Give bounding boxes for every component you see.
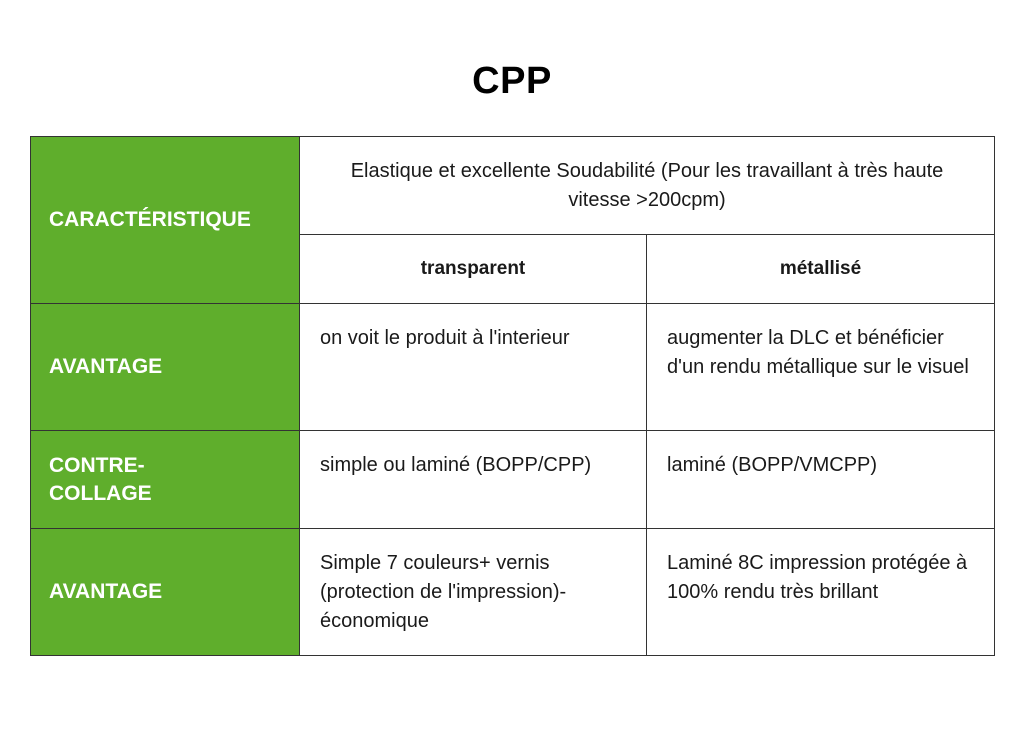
row-header-label: CARACTÉRISTIQUE	[49, 208, 251, 231]
row-header-avantage	[31, 304, 300, 431]
cell-contre-collage-transparent: simple ou laminé (BOPP/CPP)	[300, 431, 647, 529]
page-title: CPP	[472, 60, 552, 102]
row-header-label: CONTRE-COLLAGE	[49, 453, 152, 505]
cell-avantage2-transparent: Simple 7 couleurs+ vernis (protection de l'impression)-économique	[300, 529, 647, 656]
caracteristique-description: Elastique et excellente Soudabilité (Pour les travaillant à très haute vitesse >200cpm)	[300, 137, 995, 235]
cell-contre-collage-metallise: laminé (BOPP/VMCPP)	[647, 431, 995, 529]
row-header-caracteristique	[31, 137, 300, 304]
table-row	[31, 431, 995, 529]
row-header-label: AVANTAGE	[49, 580, 163, 603]
table-row	[31, 529, 995, 656]
row-header-contre-collage	[31, 431, 300, 529]
table-row	[31, 137, 995, 235]
cell-avantage-metallise: augmenter la DLC et bénéficier d'un rendu métallique sur le visuel	[647, 304, 995, 431]
column-header-metallise: métallisé	[647, 235, 995, 304]
table-row	[31, 304, 995, 431]
comparison-table	[30, 136, 995, 656]
row-header-label: AVANTAGE	[49, 355, 163, 378]
cell-avantage-transparent: on voit le produit à l'interieur	[300, 304, 647, 431]
row-header-avantage-2	[31, 529, 300, 656]
column-header-transparent: transparent	[300, 235, 647, 304]
cell-avantage2-metallise: Laminé 8C impression protégée à 100% rendu très brillant	[647, 529, 995, 656]
